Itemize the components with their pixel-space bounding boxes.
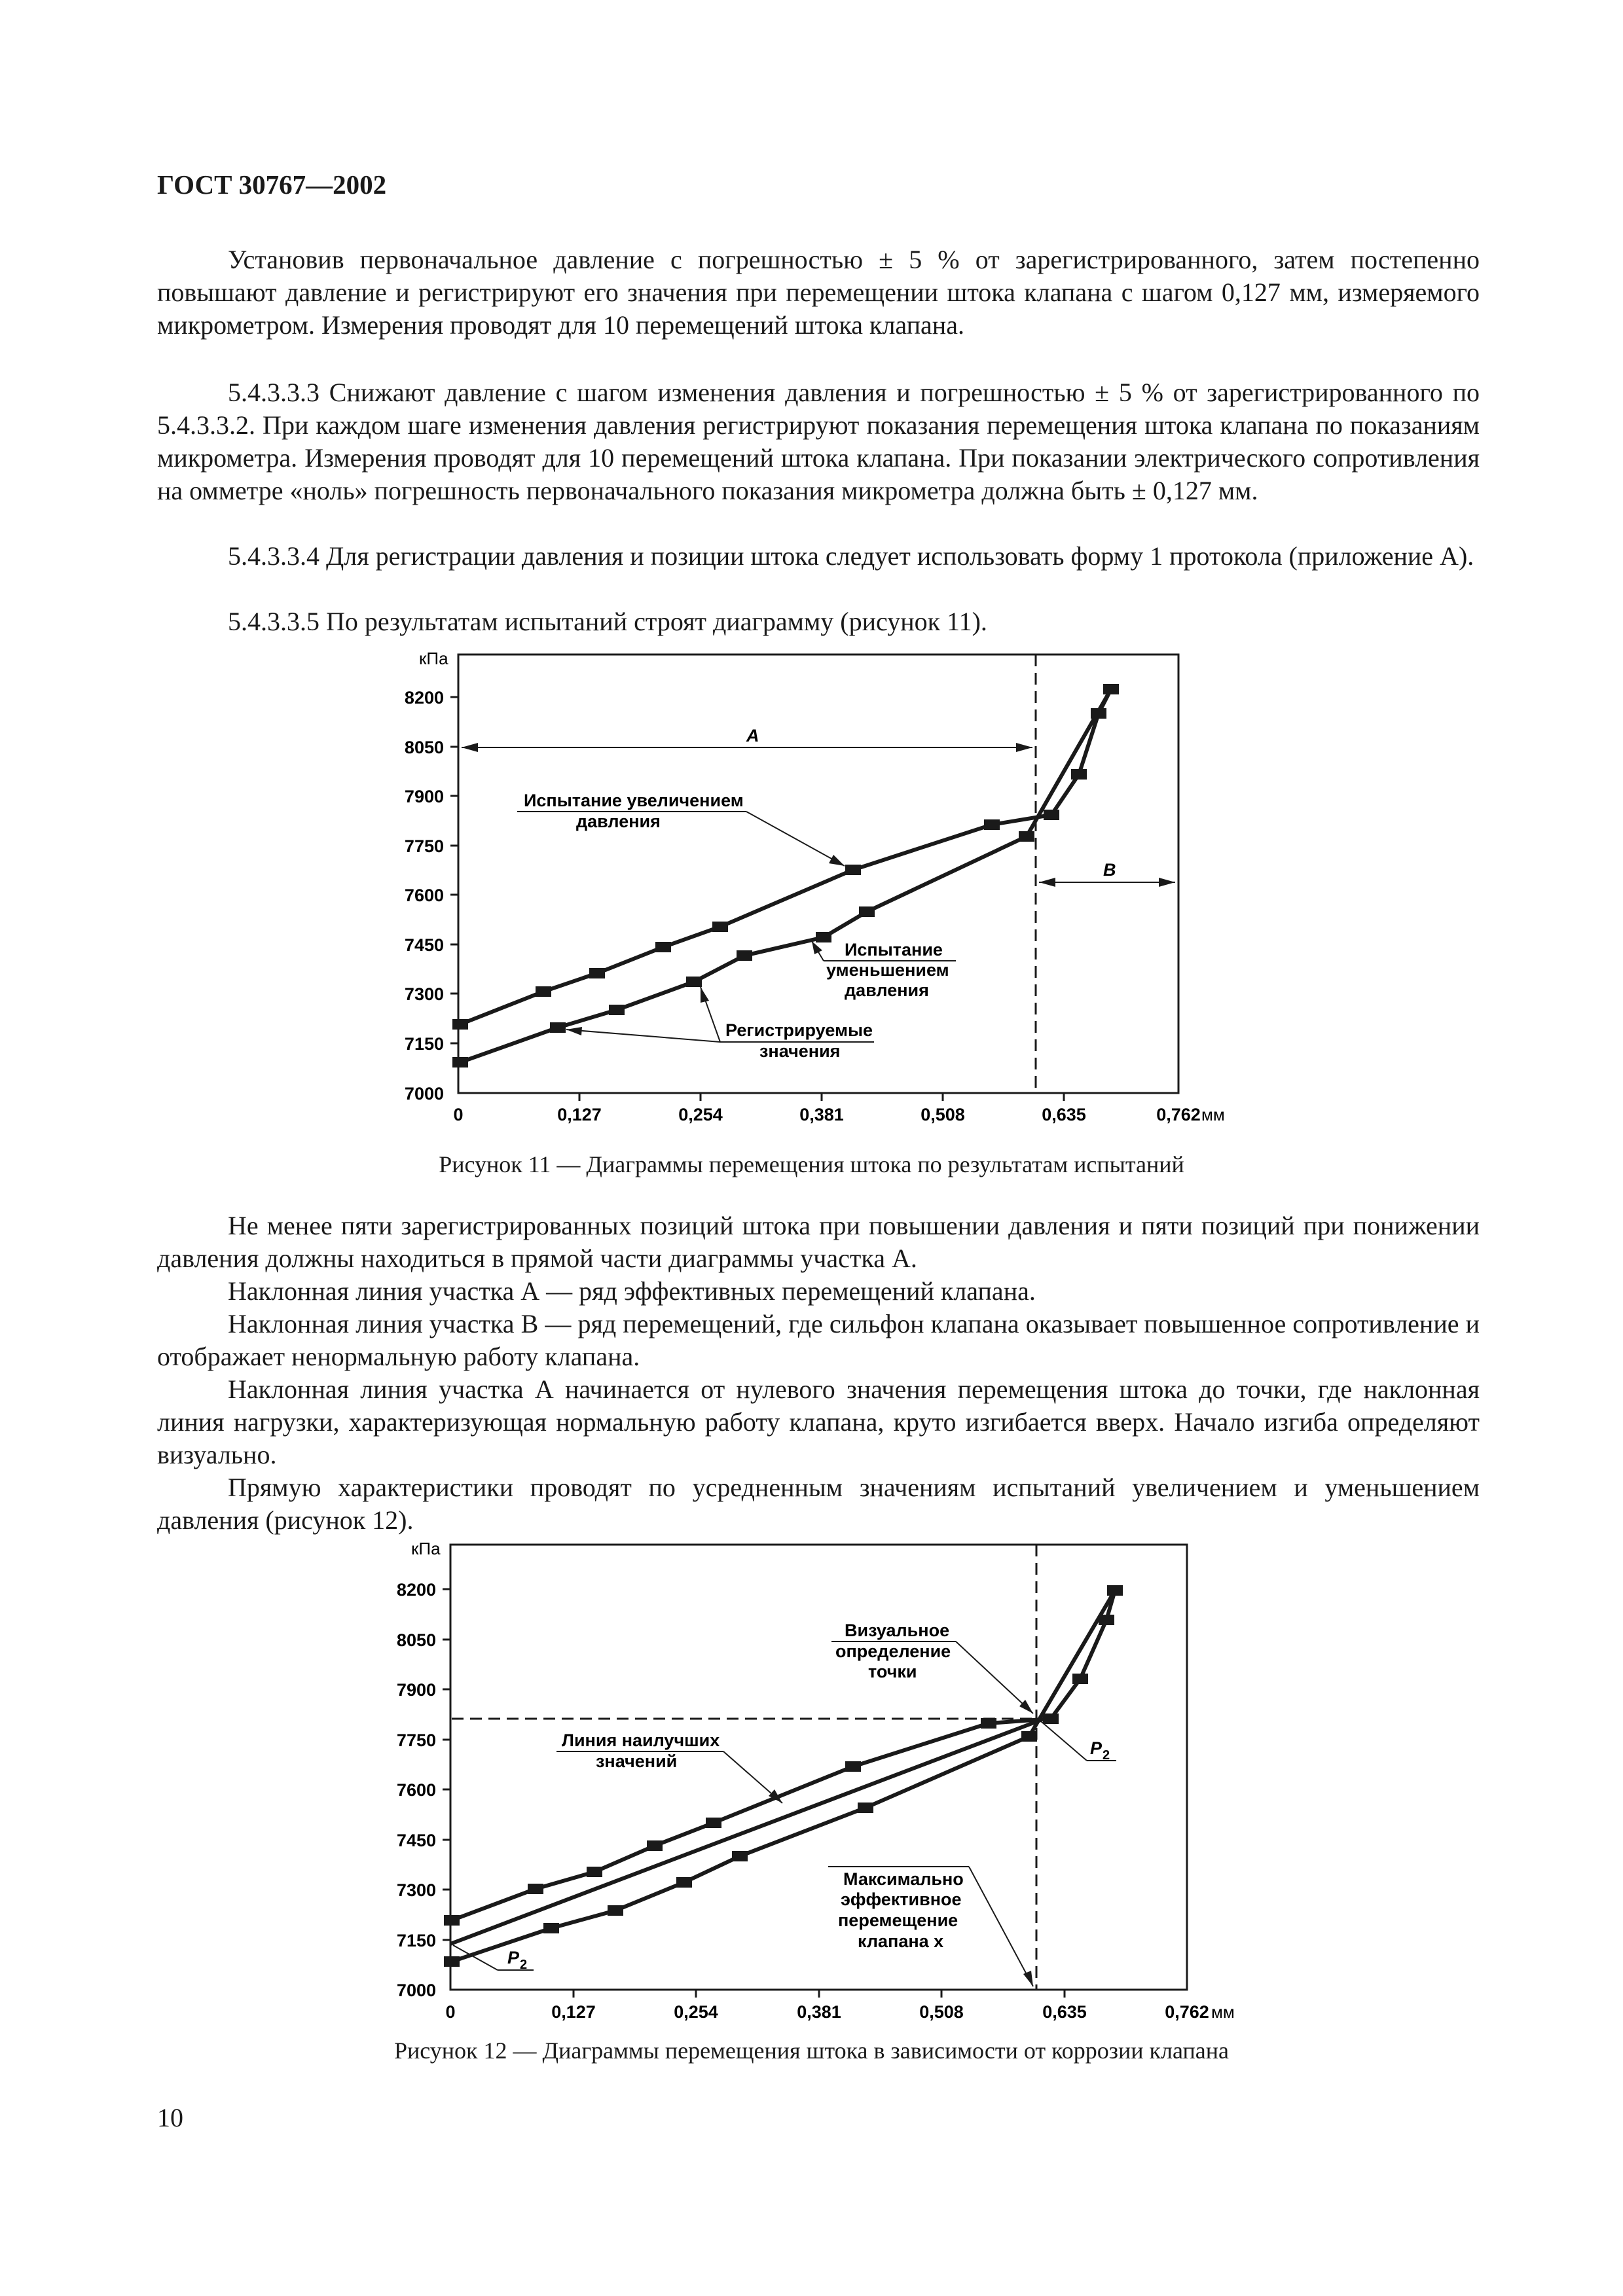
p2-subscript: 2 [520, 1958, 528, 1972]
paragraph: Наклонная линия участка В — ряд перемещений, где сильфон клапана оказывает повышенное сопротивление и отображает ненормальную работу клапана. [157, 1309, 1480, 1371]
x-tick-label: 0,508 [919, 2002, 964, 2022]
x-unit-label: мм [1201, 1105, 1225, 1124]
x-tick-label: 0,381 [797, 2002, 841, 2022]
paragraph: 5.4.3.3.3 Снижают давление с шагом изменения давления и погрешностью ± 5 % от зарегистрированного по 5.4.3.3.2. При каждом шаге изменения давления регистрируют показания перемещения штока клапана по показаниям микрометра. Измерения проводят для 10 перемещений штока клапана. При показании электрического сопротивления на омметре «ноль» погрешность первоначального показания микрометра должна быть ± 0,127 мм. [157, 378, 1480, 505]
label-b: B [1103, 860, 1116, 880]
annotation-best [556, 1731, 782, 1803]
y-tick-label: 8050 [404, 738, 444, 757]
annotation-line: уменьшением [826, 960, 949, 980]
figure-11-caption: Рисунок 11 — Диаграммы перемещения штока по результатам испытаний [439, 1151, 1184, 1177]
paragraph: Наклонная линия участка А начинается от нулевого значения перемещения штока до точки, где наклонная линия нагрузки, характеризующая нормальную работу клапана, круто изгибается вверх. Начало изгиба определяют визуально. [157, 1374, 1480, 1469]
paragraph: Прямую характеристики проводят по усредненным значениям испытаний увеличением и уменьшением давления (рисунок 12). [157, 1473, 1480, 1535]
annotation-p2-right [1041, 1721, 1116, 1763]
x-tick-label: 0,381 [799, 1105, 844, 1124]
paragraph: 5.4.3.3.5 По результатам испытаний строят диаграмму (рисунок 11). [228, 607, 987, 636]
page-number: 10 [157, 2103, 183, 2132]
x-tick-label: 0,635 [1042, 1105, 1086, 1124]
annotation-max [828, 1867, 1033, 1986]
paragraph: Не менее пяти зарегистрированных позиций штока при повышении давления и пяти позиций при понижении давления должны находиться в прямой части диаграммы участка А. [157, 1211, 1480, 1273]
p2-subscript: 2 [1103, 1748, 1110, 1763]
y-tick-label: 7300 [404, 984, 444, 1004]
annotation-line: давления [576, 812, 661, 831]
y-axis-ticks [397, 1580, 450, 2000]
annotation-line: клапана x [858, 1931, 944, 1951]
annotation-line: Максимально [843, 1869, 964, 1889]
annotation-line: Визуальное [845, 1621, 950, 1640]
annotation-line: эффективное [841, 1890, 962, 1909]
paragraph: 5.4.3.3.4 Для регистрации давления и позиции штока следует использовать форму 1 протокола (приложение А). [228, 541, 1474, 571]
annotation-line: Испытание [845, 940, 943, 960]
y-tick-label: 7300 [396, 1880, 436, 1900]
y-tick-label: 7900 [396, 1680, 436, 1700]
x-tick-label: 0,508 [921, 1105, 965, 1124]
x-tick-label: 0 [453, 1105, 464, 1124]
x-tick-label: 0,762 [1156, 1105, 1201, 1124]
annotation-line: Регистрируемые [725, 1020, 873, 1040]
y-tick-label: 7600 [404, 886, 444, 905]
y-tick-label: 7000 [404, 1084, 444, 1103]
annotation-line: точки [868, 1662, 917, 1681]
x-tick-label: 0,127 [551, 2002, 596, 2022]
y-tick-label: 8200 [404, 688, 444, 708]
annotation-line: определение [835, 1641, 951, 1661]
paragraph: Установив первоначальное давление с погрешностью ± 5 % от зарегистрированного, затем постепенно повышают давление и регистрируют его значения при перемещении штока клапана с шагом 0,127 мм, измеряемого микрометром. Измерения проводят для 10 перемещений штока клапана. [157, 245, 1480, 340]
y-tick-label: 7450 [396, 1831, 436, 1850]
annotation-line: Линия наилучших [562, 1731, 720, 1750]
annotation-visual [831, 1621, 1033, 1713]
y-unit-label: кПа [419, 649, 448, 668]
x-tick-label: 0,254 [674, 2002, 718, 2022]
annotation-line: значений [596, 1751, 678, 1771]
y-tick-label: 7150 [396, 1931, 436, 1950]
figure-12-caption: Рисунок 12 — Диаграммы перемещения штока в зависимости от коррозии клапана [394, 2037, 1229, 2064]
paragraph: Наклонная линия участка А — ряд эффективных перемещений клапана. [228, 1276, 1036, 1306]
plot-frame [450, 1545, 1187, 1990]
y-tick-label: 7750 [396, 1731, 436, 1750]
x-tick-label: 0 [445, 2002, 456, 2022]
label-a: A [746, 726, 759, 745]
y-tick-label: 7450 [404, 935, 444, 955]
x-tick-label: 0,127 [557, 1105, 602, 1124]
p2-label: P [1090, 1738, 1103, 1758]
y-tick-label: 7600 [396, 1780, 436, 1800]
series-increase-markers [444, 1585, 1123, 1926]
annotation-line: значения [759, 1041, 841, 1061]
annotation-line: Испытание увеличением [524, 791, 744, 810]
y-tick-label: 7000 [396, 1981, 436, 2000]
y-tick-label: 7900 [404, 787, 444, 806]
y-unit-label: кПа [411, 1539, 441, 1558]
y-tick-label: 8200 [396, 1580, 436, 1600]
x-tick-label: 0,635 [1042, 2002, 1087, 2022]
x-axis-ticks [445, 1990, 1209, 2022]
x-tick-label: 0,254 [678, 1105, 723, 1124]
x-tick-label: 0,762 [1165, 2002, 1209, 2022]
y-tick-label: 7750 [404, 836, 444, 856]
annotation-line: перемещение [838, 1910, 958, 1930]
series-increase-line [452, 1590, 1115, 1920]
y-tick-label: 7150 [404, 1034, 444, 1054]
y-tick-label: 8050 [396, 1630, 436, 1650]
x-unit-label: мм [1211, 2002, 1235, 2022]
annotation-line: давления [845, 980, 929, 1000]
document-header: ГОСТ 30767—2002 [157, 170, 387, 200]
p2-label: P [507, 1948, 520, 1967]
